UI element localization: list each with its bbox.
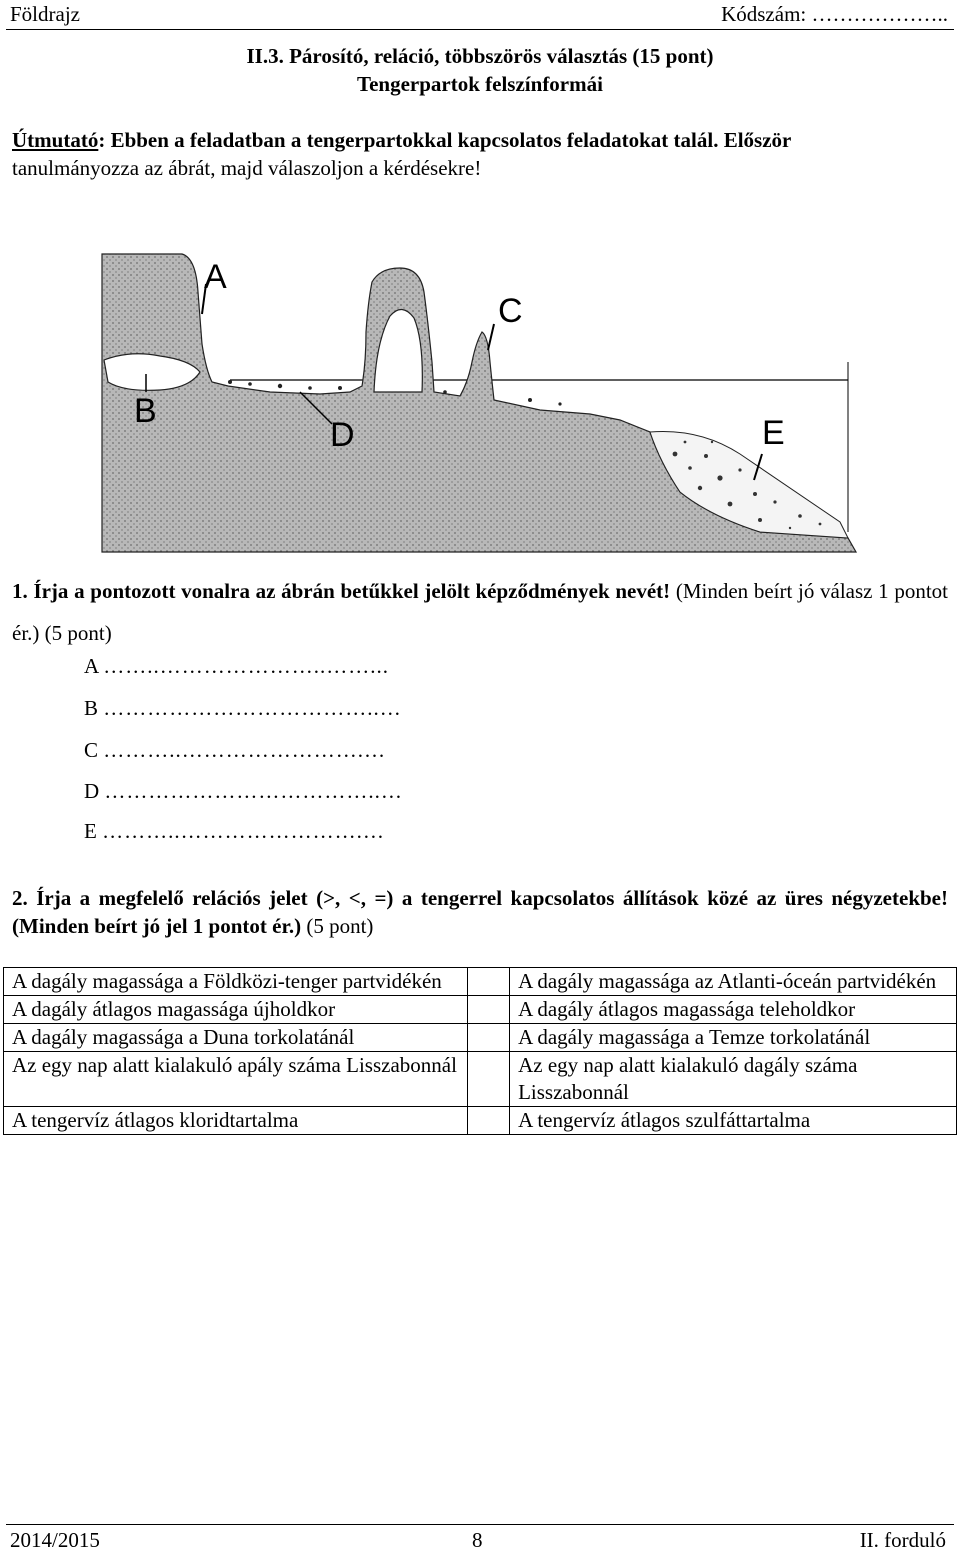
coast-diagram-svg bbox=[100, 232, 860, 554]
code-label: Kódszám: ……………….. bbox=[721, 2, 948, 26]
instructions-text: : Ebben a feladatban a tengerpartokkal kapcsolatos feladatokat talál. Először bbox=[98, 128, 792, 152]
right-statement: A tengervíz átlagos szulfáttartalma bbox=[510, 1107, 957, 1135]
question-2 bbox=[12, 884, 948, 940]
question-2-points: (5 pont) bbox=[301, 914, 374, 938]
answer-line-e[interactable]: E ………..…………………….… bbox=[84, 819, 385, 843]
instructions-label: Útmutató bbox=[12, 128, 99, 152]
relation-box[interactable] bbox=[468, 1024, 510, 1052]
table-row bbox=[4, 1107, 957, 1135]
coast-diagram bbox=[100, 232, 860, 554]
table-row bbox=[4, 1024, 957, 1052]
instructions-text-2: tanulmányozza az ábrát, majd válaszoljon a kérdésekre! bbox=[12, 156, 482, 180]
left-statement: A dagály magassága a Földközi-tenger partvidékén bbox=[4, 968, 468, 996]
left-statement: A dagály átlagos magassága újholdkor bbox=[4, 996, 468, 1024]
question-1 bbox=[12, 570, 948, 654]
question-2-text: 2. Írja a megfelelő relációs jelet (>, <, =) a tengerrel kapcsolatos állítások közé az üres négyzetekbe! (Minden beírt jó jel 1 pontot ér.) bbox=[12, 886, 948, 938]
relation-box[interactable] bbox=[468, 968, 510, 996]
relation-box[interactable] bbox=[468, 1107, 510, 1135]
relation-box[interactable] bbox=[468, 996, 510, 1024]
right-statement: A dagály magassága az Atlanti-óceán partvidékén bbox=[510, 968, 957, 996]
label-d: D bbox=[330, 416, 355, 454]
label-b: B bbox=[134, 392, 157, 430]
footer-round: II. forduló bbox=[859, 1528, 946, 1552]
header-divider bbox=[6, 29, 954, 30]
footer-divider bbox=[6, 1524, 954, 1525]
label-c: C bbox=[498, 292, 523, 330]
question-1-number: 1. bbox=[12, 579, 28, 603]
page-header bbox=[0, 0, 960, 28]
task-title bbox=[0, 42, 960, 98]
table-row bbox=[4, 1052, 957, 1107]
table-row bbox=[4, 968, 957, 996]
footer-year: 2014/2015 bbox=[10, 1528, 100, 1552]
left-statement: A tengervíz átlagos kloridtartalma bbox=[4, 1107, 468, 1135]
footer-page-number: 8 bbox=[472, 1528, 483, 1552]
table-row bbox=[4, 996, 957, 1024]
label-a: A bbox=[204, 258, 227, 296]
label-e: E bbox=[762, 414, 785, 452]
answer-line-b[interactable]: B ………………………………..… bbox=[84, 696, 402, 720]
right-statement: A dagály magassága a Temze torkolatánál bbox=[510, 1024, 957, 1052]
right-statement: Az egy nap alatt kialakuló dagály száma Lisszabonnál bbox=[510, 1052, 957, 1107]
answer-line-d[interactable]: D ………………………………..… bbox=[84, 779, 403, 803]
task-title-line1: II.3. Párosító, reláció, többszörös választás (15 pont) bbox=[246, 44, 714, 68]
left-statement: Az egy nap alatt kialakuló apály száma Lisszabonnál bbox=[4, 1052, 468, 1107]
leader-c bbox=[488, 324, 494, 350]
question-1-points: (Minden beírt jó válasz 1 pontot ér.) (5 pont) bbox=[12, 579, 949, 645]
instructions bbox=[12, 126, 948, 182]
answer-line-a[interactable]: A ……..…………………..……... bbox=[84, 654, 390, 678]
relation-table bbox=[3, 967, 957, 1135]
question-1-text: Írja a pontozott vonalra az ábrán betűkkel jelölt képződmények nevét! bbox=[33, 579, 671, 603]
relation-box[interactable] bbox=[468, 1052, 510, 1107]
answer-line-c[interactable]: C ………..…………………….… bbox=[84, 738, 387, 762]
left-statement: A dagály magassága a Duna torkolatánál bbox=[4, 1024, 468, 1052]
right-statement: A dagály átlagos magassága teleholdkor bbox=[510, 996, 957, 1024]
subject-label: Földrajz bbox=[10, 2, 80, 26]
task-title-line2: Tengerpartok felszínformái bbox=[357, 72, 603, 96]
